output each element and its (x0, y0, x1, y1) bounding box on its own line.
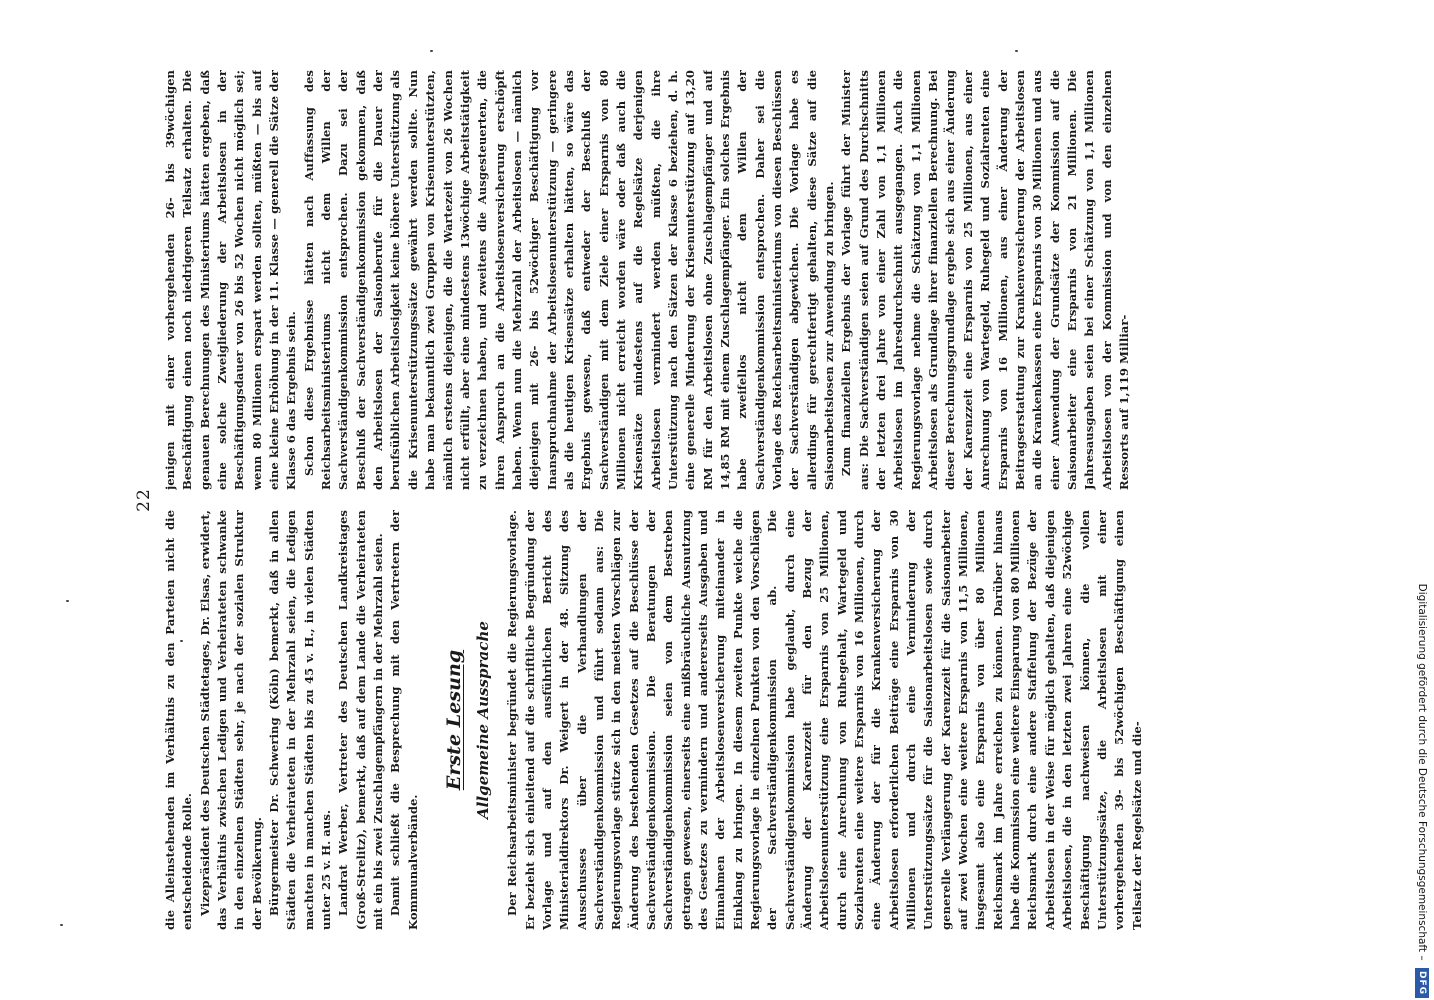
digitization-credit (1408, 8, 1432, 998)
paragraph: Zum finanziellen Ergebnis der Vorlage führt der Minister aus: Die Sachverständigen seien auf Grund des Durchschnitts der letzten drei Jahre von einer Zahl von 1,1 Millionen Arbeitslosen im Jahresdurchschnitt ausgegangen. Auch die Regierungsvorlage nehme die Schätzung von 1,1 Millionen Arbeitslosen als Grundlage ihrer finanziellen Berechnung. Bei dieser Berechnungsgrundlage ergebe sich aus einer Änderung der Karenzzeit eine Ersparnis von 25 Millionen, aus einer Anrechnung von Wartegeld, Ruhegeld und Sozialrenten eine Ersparnis von 16 Millionen, aus einer Änderung der Beitragserstattung zur Krankenversicherung der Arbeitslosen an die Krankenkassen eine Ersparnis von 30 Millionen und aus einer Anwendung der Grundsätze der Kommission auf die Saisonarbeiter eine Ersparnis von 21 Millionen. Die Jahresausgaben seien bei einer Schätzung von 1,1 Millionen Arbeitslosen von der Kommission und von den einzelnen Ressorts auf 1,119 Milliar- (839, 70, 1131, 490)
text-columns (162, 70, 1292, 930)
scan-speck (430, 50, 433, 52)
scan-speck (1015, 50, 1018, 52)
scan-speck (180, 640, 183, 642)
left-column (162, 510, 1292, 930)
paragraph: Damit schließt die Besprechung mit den Vertretern der Kommunalverbände. (388, 510, 420, 930)
paragraph: die Alleinstehenden im Verhältnis zu den Parteien nicht die entscheidende Rolle. (163, 510, 195, 930)
rotated-page-content (128, 70, 1298, 930)
paragraph: Der Reichsarbeitsminister begründet die Regierungsvorlage. Er bezieht sich einleitend auf die schriftliche Begründung der Vorlage und auf den ausführlichen Bericht des Ministerialdirektors Dr. Weigert in der 48. Sitzung des Ausschusses über die Verhandlungen der Sachverständigenkommission und führt sodann aus: Die Regierungsvorlage stütze sich in den meisten Vorschlägen zur Änderung des bestehenden Gesetzes auf die Beschlüsse der Sachverständigenkommission. Die Beratungen der Sachverständigenkommission seien von dem Bestreben getragen gewesen, einerseits eine mißbräuchliche Ausnutzung des Gesetzes zu vermindern und andererseits Ausgaben und Einnahmen der Arbeitslosenversicherung miteinander in Einklang zu bringen. In diesem zweiten Punkte weiche die Regierungsvorlage in einzelnen Punkten von den Vorschlägen der Sachverständigenkommission ab. Die Sachverständigenkommission habe geglaubt, durch eine Änderung der Karenzzeit für den Bezug der Arbeitslosenunterstützung eine Ersparnis von 25 Millionen, durch eine Anrechnung von Ruhegehalt, Wartegeld und Sozialrenten eine weitere Ersparnis von 16 Millionen, durch eine Änderung der für die Krankenversicherung der Arbeitslosen erforderlichen Beiträge eine Ersparnis von 30 Millionen und durch eine Verminderung der Unterstützungssätze für die Saisonarbeitslosen sowie durch generelle Verlängerung der Karenzzeit für die Saisonarbeiter auf zwei Wochen eine weitere Ersparnis von 11,5 Millionen, insgesamt also eine Ersparnis von über 80 Millionen Reichsmark im Jahre erreichen zu können. Darüber hinaus habe die Kommission eine weitere Einsparung von 80 Millionen Reichsmark durch eine andere Staffelung der Bezüge der Arbeitslosen in der Weise für möglich gehalten, daß diejenigen Arbeitslosen, die in den letzten zwei Jahren eine 52wöchige Beschäftigung nachweisen können, die vollen Unterstützungssätze, die Arbeitslosen mit einer vorhergehenden 39- bis 52wöchigen Beschäftigung einen Teilsatz der Regelsätze und die- (505, 510, 1144, 930)
right-column (162, 70, 1292, 490)
paragraph: Schon diese Ergebnisse hätten nach Auffassung des Reichsarbeitsministeriums nicht dem Willen der Sachverständigenkommission entsprochen. Dazu sei der Beschluß der Sachverständigenkommission gekommen, daß den Arbeitslosen der Saisonberufe für die Dauer der berufsüblichen Arbeitslosigkeit keine höhere Unterstützung als die Krisenunterstützungssätze gewährt werden sollte. Nun habe man bekanntlich zwei Gruppen von Krisenunterstützten, nämlich erstens diejenigen, die die Wartezeit von 26 Wochen nicht erfüllt, aber eine mindestens 13wöchige Arbeitstätigkeit zu verzeichnen haben, und zweitens die Ausgesteuerten, die ihren Anspruch an die Arbeitslosenversicherung erschöpft haben. Wenn nun die Mehrzahl der Arbeitslosen — nämlich diejenigen mit 26- bis 52wöchiger Beschäftigung vor Inanspruchnahme der Arbeitslosenunterstützung — geringere als die heutigen Krisensätze erhalten hätten, so wäre das Ergebnis gewesen, daß entweder der Beschluß der Sachverständigen mit dem Ziele einer Ersparnis von 80 Millionen nicht erreicht worden wäre oder daß auch die Krisensätze mindestens auf die Regelsätze derjenigen Arbeitslosen vermindert werden müßten, die ihre Unterstützung nach den Sätzen der Klasse 6 beziehen, d. h. eine generelle Minderung der Krisenunterstützung auf 13,20 RM für den Arbeitslosen ohne Zuschlagempfänger und auf 14,85 RM mit einem Zuschlagempfänger. Ein solches Ergebnis habe zweifellos nicht dem Willen der Sachverständigenkommission entsprochen. Daher sei die Vorlage des Reichsarbeitsministeriums von diesen Beschlüssen der Sachverständigen abgewichen. Die Vorlage habe es allerdings für gerechtfertigt gehalten, diese Sätze auf die Saisonarbeitslosen zur Anwendung zu bringen. (301, 70, 837, 490)
heading-sub: Allgemeine Aussprache (474, 620, 493, 820)
paragraph: jenigen mit einer vorhergehenden 26- bis 39wöchigen Beschäftigung einen noch niedrigeren Teilsatz erhalten. Die genauen Berechnungen des Ministeriums hätten ergeben, daß eine solche Zweigliederung der Arbeitslosen in der Beschäftigungsdauer von 26 bis 52 Wochen nicht möglich sei; wenn 80 Millionen erspart werden sollten, müßten — bis auf eine kleine Erhöhung in der 11. Klasse — generell die Sätze der Klasse 6 das Ergebnis sein. (163, 70, 299, 490)
dfg-logo: DFG (1415, 968, 1429, 998)
scan-speck (60, 924, 63, 926)
credit-text: Digitalisierung gefördert durch die Deutsche Forschungsgemeinschaft (1416, 583, 1428, 953)
heading-main: Erste Lesung (443, 649, 466, 791)
paragraph: Vizepräsident des Deutschen Städtetages, Dr. Elsas, erwidert, das Verhältnis zwischen Ledigen und Verheirateten schwanke in den einzelnen Städten sehr, je nach der sozialen Struktur der Bevölkerung. (197, 510, 264, 930)
scan-speck (66, 600, 69, 602)
section-heading (442, 510, 494, 930)
paragraph: Bürgermeister Dr. Schwering (Köln) bemerkt, daß in allen Städten die Verheirateten in der Mehrzahl seien, die Ledigen machten in manchen Städten bis zu 45 v. H., in vielen Städten unter 25 v. H. aus. (267, 510, 334, 930)
paragraph: Landrat Werber, Vertreter des Deutschen Landkreistages (Groß-Strelitz), bemerkt, daß auf dem Lande die Verheirateten mit ein bis zwei Zuschlagempfängern in der Mehrzahl seien. (336, 510, 386, 930)
page-number: 22 (134, 488, 154, 512)
credit-separator: – (1416, 952, 1428, 964)
